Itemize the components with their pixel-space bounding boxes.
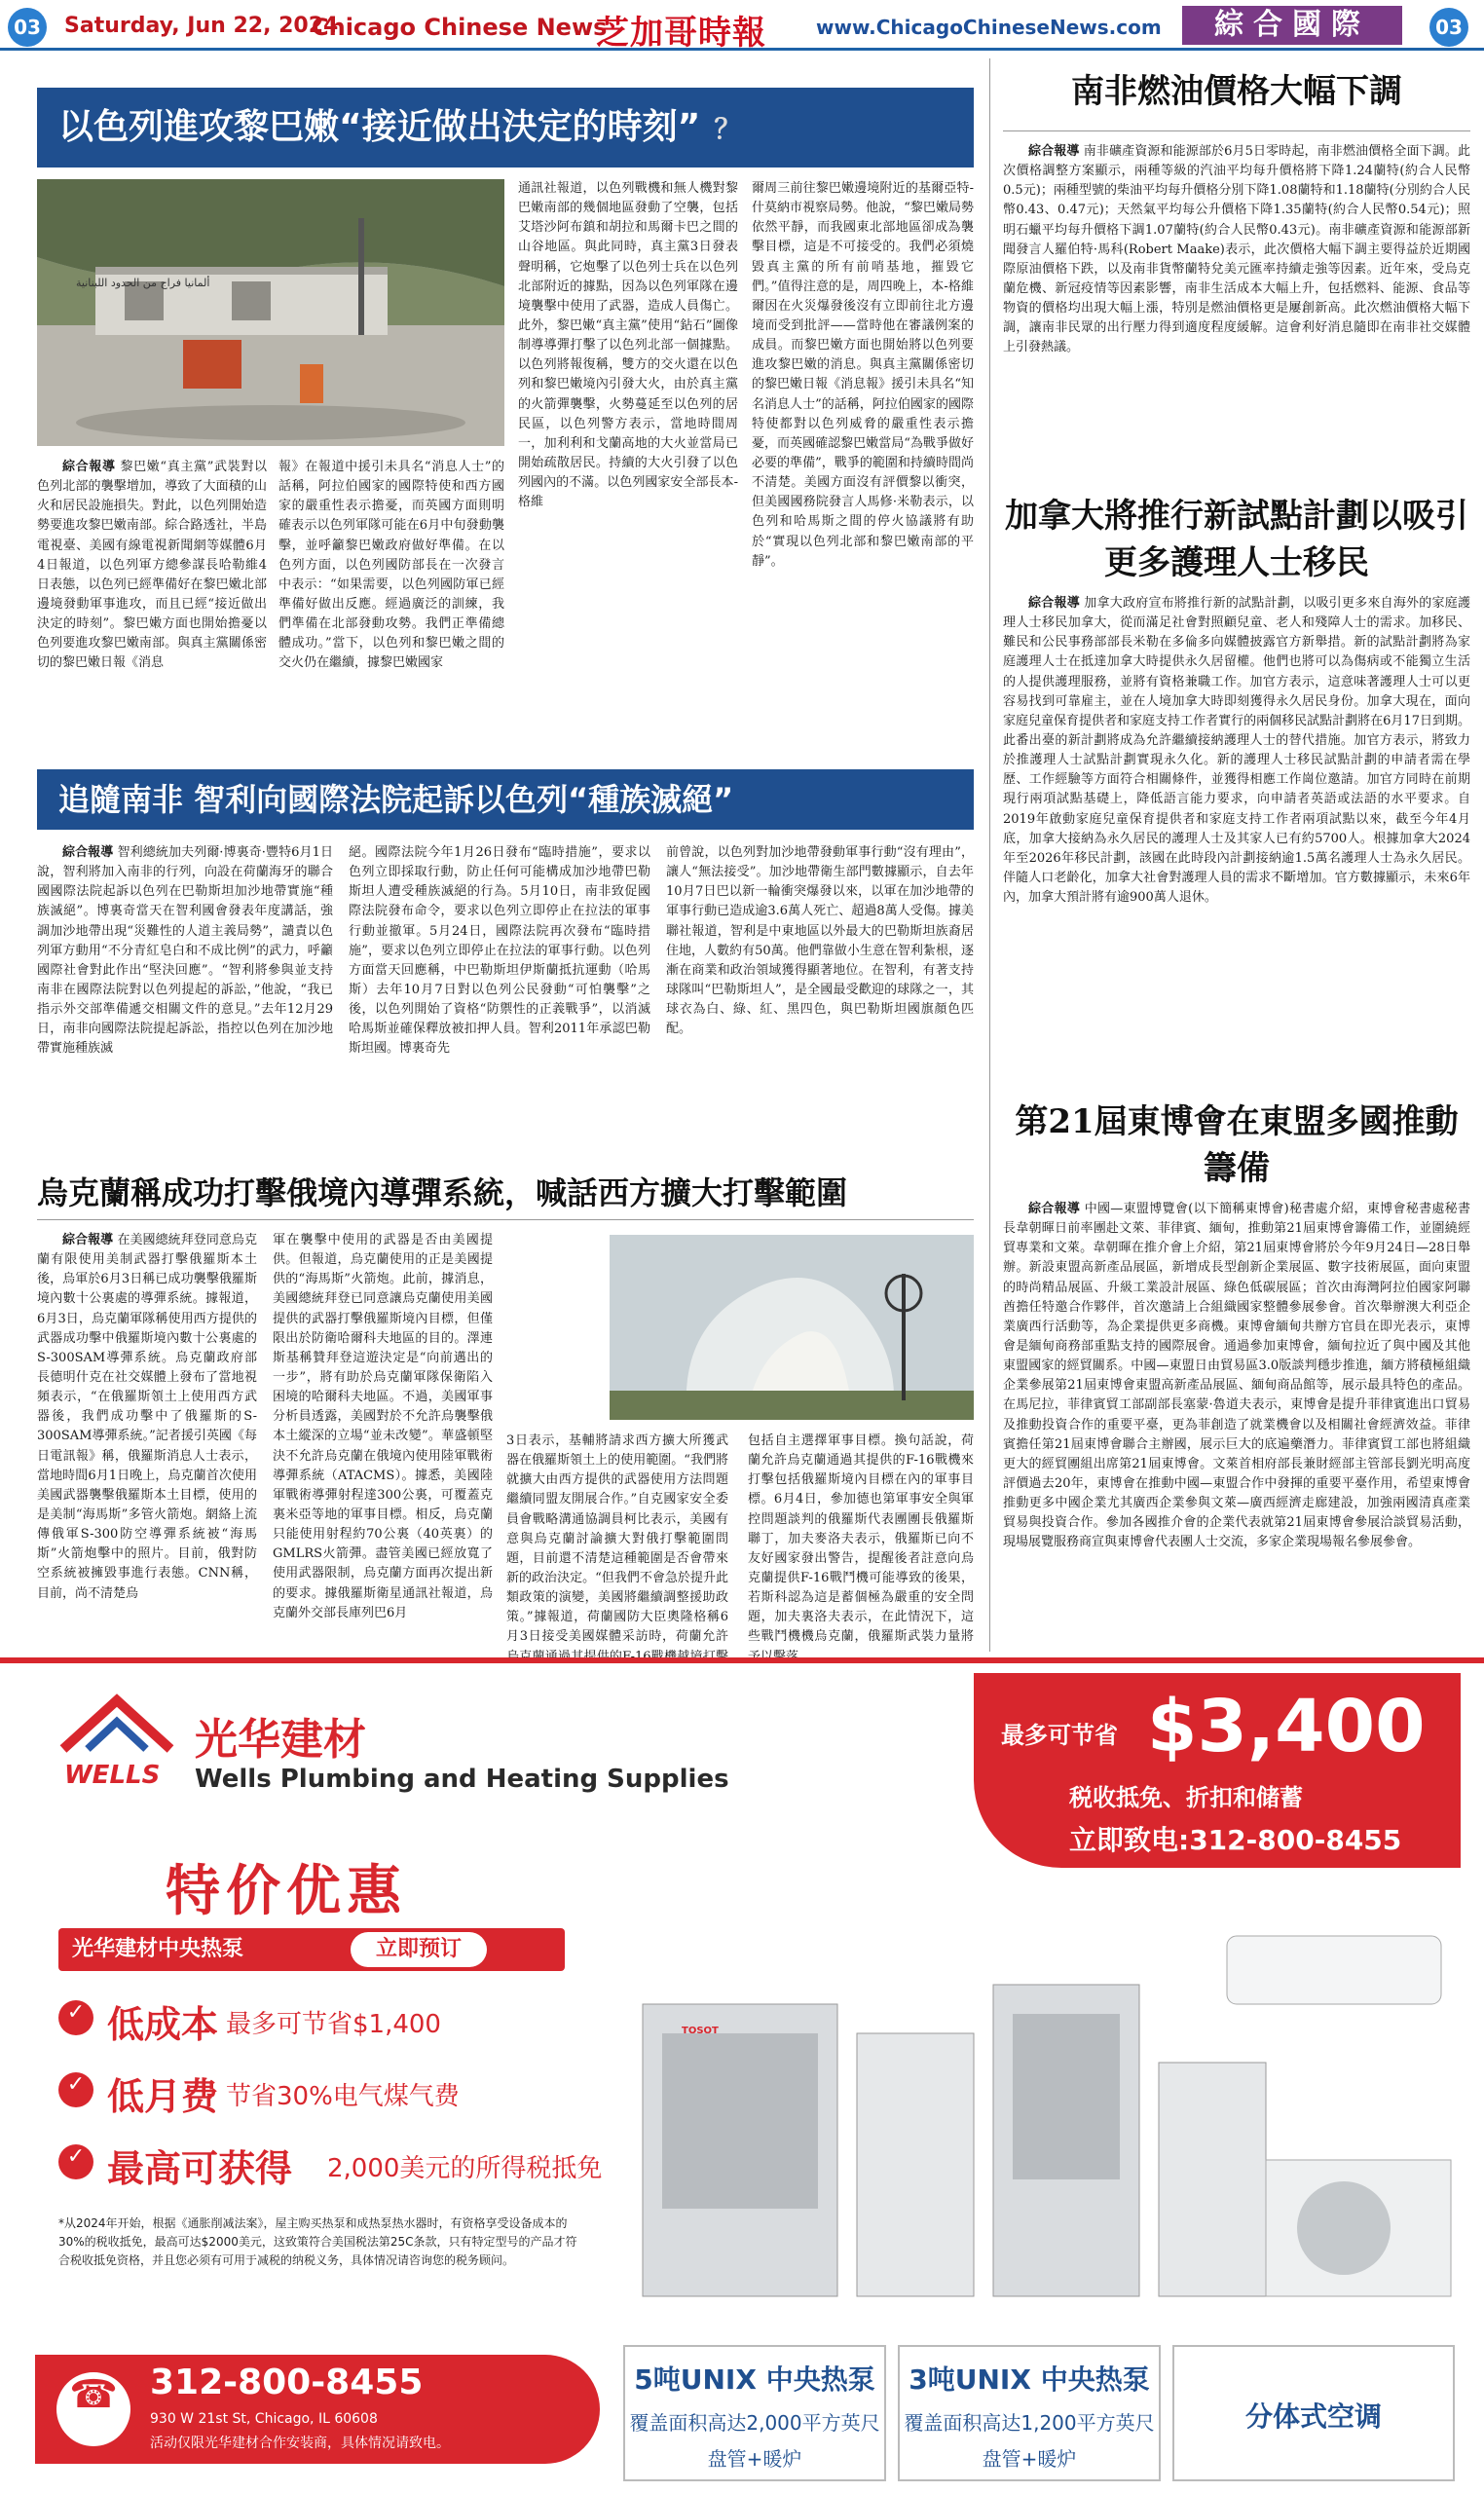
- check-icon: ✓: [58, 2144, 93, 2179]
- store-address: 930 W 21st St, Chicago, IL 60608: [150, 2411, 378, 2427]
- article1-col2: 報》在報道中援引未具名“消息人士”的話稱，阿拉伯國家的國際特使和西方國家的嚴重性表示擔憂，而英國方面則明確表示以色列軍隊可能在6月中旬發動襲擊，並呼籲黎巴嫩政府做好準備。在以色列方面，以色列國防部長在一次發言中表示：“如果需要，以色列國防軍已經準備好做出反應。經過廣泛的訓練，我們準備在北部發動攻勢。我們正準備總體成功。”當下，以色列和黎巴嫩之間的交火仍在繼續，據黎巴嫩國家: [278, 460, 504, 671]
- photo-sign-text: ألمانيا فراج من الحدود اللبنانية: [76, 277, 210, 289]
- article4-body: [1003, 142, 1470, 473]
- article4-body-text: 南非礦產資源和能源部於6月5日零時起，南非燃油價格全面下調。此次價格調整方案顯示，兩種等級的汽油平均每升價格將下降1.24蘭特(約合人民幣0.5元)；兩種型號的柴油平均每升價格分別下降1.08蘭特和1.18蘭特(分別約合人民幣0.43、0.47元)；天然氣平均每公升價格下降1.35蘭特(約合人民幣0.54元)；照明石蠟平均每升價格下調1.07蘭特(約合人民幣0.43元)。南非礦產資源和能源部新聞發言人羅伯特·馬科(Robert Maake)表示，此次價格大幅下調主要得益於近期國際原油價格下跌，以及南非貨幣蘭特兌美元匯率持續走強等因素。近年來，受烏克蘭危機、新冠疫情等因素影響，南非生活成本大幅上升，包括燃料、能源、食品等物資的價格均出現大幅上漲，特別是燃油價格更是屢創新高。此次燃油價格大幅下調，讓南非民眾的出行壓力得到適度程度緩解。這會利好消息隨即在南非社交媒體上引發熱議。: [1003, 144, 1470, 355]
- page-header: [0, 0, 1484, 51]
- product-sub: 盘管+暖炉: [707, 2447, 802, 2471]
- article5-headline: 加拿大將推行新試點計劃以吸引更多護理人士移民: [1005, 497, 1468, 582]
- article4-headline: 南非燃油價格大幅下調: [1071, 72, 1402, 111]
- article3-col1: [37, 1231, 257, 1650]
- article3-col4: 包括自主選擇軍事目標。換句話說，荷蘭允許烏克蘭通過其提供的F-16戰機來打擊包括俄羅斯境內目標在內的軍事目標。6月4日，參加德也第軍事安全與軍控問題談判的俄羅斯代表團團長俄羅斯聯丁，加夫麥洛夫表示，俄羅斯已向不友好國家發出警告，提醒後者註意向烏克蘭提供F-16戰鬥機可能導致的後果，若斯科認為這是蓄個極為嚴重的安全問題，加夫裏洛夫表示，在此情況下，這些戰鬥機機烏克蘭，俄羅斯武裝力量將: [748, 1433, 974, 1645]
- article4-rule: [1003, 130, 1470, 131]
- promo-bar: [58, 1928, 565, 1971]
- article1-headline: 以色列進攻黎巴嫩“接近做出決定的時刻”: [58, 107, 701, 147]
- benefit-detail: 最多可节省$1,400: [226, 2010, 441, 2039]
- product-title: 3吨UNIX 中央热泵: [909, 2363, 1150, 2396]
- article1-col4: 爾周三前往黎巴嫩邊境附近的基爾亞特-什莫納市視察局勢。他說，“黎巴嫩局勢依然平靜，而我國東北部地區卻成為襲擊目標，這是不可接受的。我們必須燒毀真主黨的所有前哨基地，摧毀它們。”值得注意的是，周四晚上，本-格維爾因在火災爆發後沒有立即前往北方邊境而受到批評——當時他在審議例案的成員。而黎巴嫩方面也開始將以色列要進攻黎巴嫩的消息。與真主黨關係密切的黎巴嫩日報《消息報》援引未具名“知名消息人士”的話稱，阿拉伯國家的國際特使都對以色列威脅的嚴重性表示擔憂，而英國確認黎巴嫩當局“為戰爭做好必要的準備”，戰爭的範圍和持續時間尚不清楚。美國方面沒有評價黎以衝突，但美國國務院發言人馬修·米勒表示，以色列和哈馬斯之間的停火協議將有助於“實現以色列北部和黎巴嫩南部的平靜”。: [752, 181, 974, 569]
- page-number-left: 03: [8, 8, 47, 47]
- promo-title: 特价优惠: [166, 1860, 407, 1923]
- product-card[interactable]: [623, 2345, 886, 2481]
- product-title: 5吨UNIX 中央热泵: [634, 2363, 875, 2396]
- article1-sign: 綜合報導: [62, 460, 116, 474]
- phone-banner[interactable]: [35, 2355, 600, 2464]
- page-number-right: 03: [1429, 8, 1468, 47]
- missile-strike-image: [610, 1235, 974, 1420]
- paper-url[interactable]: www.ChicagoChineseNews.com: [816, 16, 1162, 39]
- benefit-title: 低月费: [107, 2075, 219, 2118]
- savings-panel: [974, 1673, 1461, 1868]
- brand-logo-text: WELLS: [64, 1761, 161, 1790]
- product-desc: 覆盖面积高达2,000平方英尺: [629, 2411, 880, 2435]
- check-icon: ✓: [58, 2072, 93, 2107]
- article3-sign: 綜合報導: [62, 1233, 114, 1247]
- article1-headline-bar: [37, 88, 974, 167]
- article6-body: [1003, 1200, 1470, 1652]
- article6-headline: 第21屆東博會在東盟多國推動籌備: [1015, 1102, 1459, 1188]
- benefit-item: [58, 2063, 623, 2135]
- save-sub: 税收抵免、折扣和储蓄: [1069, 1784, 1303, 1811]
- section-title: 綜合國際: [1182, 6, 1402, 45]
- article4-sign: 綜合報導: [1028, 144, 1080, 159]
- brand-name-zh: 光华建材: [195, 1715, 366, 1765]
- promo-bar-text: 光华建材中央热泵: [72, 1937, 244, 1961]
- benefit-detail: 节省30%电气煤气费: [226, 2082, 460, 2111]
- benefits-list: [58, 1991, 623, 2207]
- issue-date: Saturday, Jun 22, 2024: [64, 14, 339, 38]
- benefit-item: [58, 2135, 623, 2207]
- benefit-detail: 2,000美元的所得税抵免: [327, 2154, 603, 2183]
- paper-name-en: Chicago Chinese News: [312, 14, 608, 41]
- heat-pump-units-image: [623, 1926, 1461, 2335]
- product-title: 分体式空调: [1244, 2400, 1382, 2433]
- unit-brand-label: TOSOT: [682, 2026, 719, 2036]
- benefit-title: 最高可获得: [107, 2147, 293, 2190]
- article3-col1-text: 在美國總統拜登同意烏克蘭有限使用美制武器打擊俄羅斯本土後，烏軍於6月3日稱已成功襲擊俄羅斯境內數十公裏處的導彈系統。據報道，6月3日，烏克蘭軍隊稱使用西方提供的武器成功擊中俄羅斯境內數十公裏處的S-300SAM導彈系統。烏克蘭政府部長德明什克在社交媒體上發布了當地視頻表示，“在俄羅斯領土上使用西方武器後，我們成功擊中了俄羅斯的S-300SAM導彈系統。”記者援引英國《每日電訊報》稱，俄羅斯消息人士表示，當地時間6月1日晚上，烏克蘭首次使用美國武器襲擊俄羅斯本土目標，使用的是美制“海馬斯”多管火箭炮。網絡上流傳俄軍S-300防空導彈系統被“海馬斯”火箭炮擊中的照片。目前，俄對防空系統被擁毀事進行表態。CNN稱，目前，尚不清楚烏: [37, 1233, 257, 1601]
- article6-body-text: 中國—東盟博覽會(以下簡稱東博會)秘書處介紹，東博會秘書處秘書長韋朝暉日前率團赴文萊、菲律賓、緬甸，推動第21屆東博會籌備工作，並圍繞經貿專業和文萊。韋朝暉在推介會上介紹，第21屆東博會將於今年9月24日—28日舉辦。新設東盟高新產品展區，新增成長型創新企業展區、數字技術展區，面向東盟的時尚精品展區、升級工業設計展區、綠色低碳展區；首次由海灣阿拉伯國家阿聯酋擔任特邀合作夥伴，首次邀請上合組織國家整體參展參會。首次舉辦澳大利亞企業廣西行活動等，為企業提供更多商機。東博會緬甸共辦方官員在即光表示，東博會是緬甸商務部重點支持的國際展會。通過參加東博會，緬甸拉近了與中國及其他東盟國家的經貿關系。中國—東盟日由貿易區3.0版談判穩步推進，緬方將積極組織企業參展第21屆東博會東盟高新產品展區、緬甸商品館等，展示最具特色的產品。在馬尼拉，菲律賓貿工部副部長塞蒙·魯道夫表示，東博會是提升菲律賓進出口貿易及推動投資合作的重要平臺，更為菲創造了就業機會以及相關社會經濟效益。菲律賓擔任第21屆東博會聯合主辦國，展示巨大的底遍藥潛力。菲律賓貿工部也將組織更大的經貿團組出席第21屆東博會。文萊首相府部長兼財經部主管部長劉光明高度評價過去20年，東博會在推動中國—東盟合作中發揮的重要平臺作用，希望東博會推動更多中國企業尤其廣西企業參與文萊—廣西經濟走廊建設，加強兩國清真產業貿易與投資合作。參加各國推介會的企業代表就第21屆東博會參展洽談貿易活動，現場展覽服務商宣與東博會代表團人士交流，多家企業現場報名參展參會。: [1003, 1202, 1470, 1550]
- article1-col3: 通訊社報道，以色列戰機和無人機對黎巴嫩南部的幾個地區發動了空襲，包括艾塔沙阿布鎮和胡拉和馬爾卡巴之間的山谷地區。與此同時，真主黨3日發表聲明稱，它炮擊了以色列士兵在以色列北部附近的據點，因為以色列軍隊在邊境襲擊中使用了武器，造成人員傷亡。此外，黎巴嫩“真主黨”使用“鉆石”圖像制導導彈打擊了以色列北部一個據點。以色列將報復稱，雙方的交火還在以色列和黎巴嫩境內引發大火，由於真主黨的火箭彈襲擊，火勢蔓延至以色列的居民區，以色列警方表示，當地時間周一，加利利和戈蘭高地的大火並當局已開始疏散居民。持續的大火引發了以色列國內的不滿。以色列國家安全部長本-格維: [518, 181, 738, 510]
- paper-name-zh: 芝加哥時報: [596, 14, 766, 53]
- wells-advertisement[interactable]: [0, 1657, 1484, 2493]
- brand-name-en: Wells Plumbing and Heating Supplies: [195, 1765, 729, 1794]
- call-now[interactable]: 立即致电:312-800-8455: [1069, 1824, 1402, 1856]
- article2-headline-bar: [37, 769, 974, 830]
- article6-sign: 綜合報導: [1028, 1202, 1081, 1216]
- phone-number[interactable]: 312-800-8455: [150, 2363, 424, 2402]
- product-desc: 覆盖面积高达1,200平方英尺: [904, 2411, 1155, 2435]
- book-now-button[interactable]: 立即预订: [351, 1932, 487, 1967]
- article5-body-text: 加拿大政府宣布將推行新的試點計劃，以吸引更多來自海外的家庭護理人士移民加拿大，從而滿足社會對照顧兒童、老人和殘障人士的需求。加移民、難民和公民事務部部長米勒在多倫多向媒體披露官方新舉措。新的試點計劃將為家庭護理人士在抵達加拿大時提供永久居留權。他們也將可以為傷病或不能獨立生活的人提供護理服務，並將有資格兼職工作。加官方表示，這意味著護理人士可以更容易找到可靠雇主，並在人境加拿大時即刻獲得永久居民身份。加拿大現在，面向家庭兒童保育提供者和家庭支持工作者實行的兩個移民試點計劃將在6月17日到期。此番出臺的新計劃將成為允許繼續接納護理人士的替代措施。加官方表示，將致力於推護理人士試點計劃實現永久化。新的護理人士移民試點計劃的申請者需在學歷、工作經驗等方面符合相關條件，並獲得相應工作崗位邀請。加官方同時在前期現行兩項試點基礎上，降低語言能力要求，向申請者英語或法語的水平要求。自2019年啟動家庭兒童保育提供者和家庭支持工作者兩項試點以來，截至今年4月底，加拿大接納為永久居民的護理人士及其家人已有約5700人。根據加拿大2024年至2026年移民計劃，該國在此時段內計劃接納逾1.5萬名護理人士為永久居民。伴隨人口老齡化，加拿大社會對護理人員的需求不斷增加。官方數據顯示，未來6年內，加拿大預計將有逾900萬人退休。: [1003, 596, 1470, 906]
- article3-headline: 烏克蘭稱成功打擊俄境內導彈系統，喊話西方擴大打擊範圍: [37, 1174, 848, 1211]
- article1-col1-text: 黎巴嫩“真主黨”武裝對以色列北部的襲擊增加，導致了大面積的山火和居民設施損失。對此，以色列開始造勢要進攻黎巴嫩南部。綜合路透社，半島電視臺、美國有線電視新聞網等媒體6月4日報道，以色列軍方總參謀長哈勒維4日表態，以色列已經準備好在黎巴嫩北部邊境發動軍事進攻，而且已經“接近做出決定的時刻”。黎巴嫩方面也開始擔憂以色列要進攻黎巴嫩南部。與真主黨關係密切的黎巴嫩日報《消息: [37, 460, 267, 671]
- article2-col1: [37, 843, 333, 1128]
- article1-headline-mark: ？: [714, 113, 742, 145]
- article3-col3: 3日表示，基輔將請求西方擴大所獲武器在俄羅斯領土上的使用範圍。“我們將就擴大由西方提供的武器使用方法問題繼續同盟友開展合作。”自克國家安全委員會戰略溝通協調員柯比表示，美國有意與烏克蘭討論擴大對俄打擊範圍問題，目前還不清楚這種範圍是否會帶來新的政治決定。“但我們不會急於提升此類政策的演變，美國將繼續調整援助政策。”據報道，荷蘭國防大臣奧隆格稱6月3日接受美國媒體采訪時，荷蘭允許: [506, 1433, 728, 1645]
- article1-photo: [37, 179, 504, 446]
- tax-note: *从2024年开始，根据《通胀削减法案》，屋主购买热泵和成热泵热水器时，有资格享受设备成本的30%的税收抵免，最高可达$2000美元，这致策符合美国税法第25C条款，只有特定型号的产品才符合税收抵免资格，并且您必须有可用于减税的纳税义务，具体情况请咨询您的税务顾问。: [58, 2216, 577, 2268]
- border-outpost-image: [37, 179, 504, 446]
- phone-icon: ☎: [56, 2372, 130, 2446]
- product-card[interactable]: [1172, 2345, 1455, 2481]
- article3-col2: 軍在襲擊中使用的武器是否由美國提供。但報道，烏克蘭使用的正是美國提供的“海馬斯”火箭炮。此前，據消息，美國總統拜登已同意讓烏克蘭使用美國提供的武器打擊俄羅斯境內目標，但僅限出於防衛哈爾科夫地區的目的。澤連斯基稱贊拜登這遊決定是“向前邁出的一步”，將有助於烏克蘭軍隊保衛陷入困境的哈爾科夫地區。不過，美國軍事分析員透露，美國對於不允許烏襲擊俄本土縱深的立場“並未改變”。華盛頓堅決不允許烏克蘭在俄境內使用陸軍戰術導彈系統（ATACMS）。據悉，美國陸軍戰術導彈射程達300公裏，可覆蓋克裏米亞等地的軍事目標。相反，烏克蘭只能使用射程約70公裏（40英裏）的GMLRS火箭彈。盡管美國已經放寬了使用武器限制，烏克蘭方面再次提出新的要求。據俄羅斯衛星通訊社報道，烏克蘭外交部長庫列巴6月: [273, 1233, 493, 1620]
- article5-sign: 綜合報導: [1028, 596, 1080, 611]
- save-label: 最多可节省: [1001, 1722, 1118, 1749]
- product-card[interactable]: [898, 2345, 1161, 2481]
- article2-col3: 前曾說，以色列對加沙地帶發動軍事行動“沒有理由”，讓人“無法接受”。加沙地帶衛生部門數據顯示，自去年10月7日巴以新一輪衝突爆發以來，以軍在加沙地帶的軍事行動已造成逾3.6萬人死亡、超過8萬人受傷。據美聯社報道，智利是中東地區以外最大的巴勒斯坦族裔居住地，人數約有50萬。他們靠做小生意在智利紮根，逐漸在商業和政治領域獲得顯著地位。在智利，有著支持球隊叫“巴勒斯坦人”，是全國最受歡迎的球隊之一，其球衣為白、綠、紅、黑四色，與巴勒斯坦國旗顏色匹配。: [666, 845, 974, 1037]
- product-images: [623, 1926, 1461, 2335]
- benefit-item: [58, 1991, 623, 2063]
- article5-body: [1003, 594, 1470, 1079]
- wells-logo-icon: [58, 1691, 175, 1798]
- column-divider: [989, 58, 990, 1652]
- benefit-title: 低成本: [107, 2003, 219, 2046]
- article2-headline: 追隨南非 智利向國際法院起訴以色列“種族滅絕”: [58, 781, 734, 818]
- article3-photo: [610, 1235, 974, 1420]
- article3-rule: [37, 1219, 974, 1220]
- article2-col2: 絕。國際法院今年1月26日發布“臨時措施”，要求以色列立即採取行動，防止任何可能構成加沙地帶巴勒斯坦人遭受種族滅絕的行為。5月10日，南非致促國際法院發布命令，要求以色列立即停止在拉法的軍事行動並撤軍。5月24日，國際法院再次發布“臨時措施”，要求以色列立即停止在拉法的軍事行動。以色列方面當天回應稱，中巴勒斯坦伊斯蘭抵抗運動（哈馬斯）去年10月7日對以色列公民發動“可怕襲擊”之後，以色列開始了資格“防禦性的正義戰爭”，以消滅哈馬斯並確保釋放被扣押人員。智利2011年承認巴勒斯坦國。博裏奇先: [349, 845, 650, 1057]
- product-sub: 盘管+暖炉: [982, 2447, 1077, 2471]
- article2-sign: 綜合報導: [62, 845, 114, 860]
- article2-col1-text: 智利總統加夫列爾·博裏奇·豐特6月1日說，智利將加入南非的行列，向設在荷蘭海牙的聯合國國際法院起訴以色列在巴勒斯坦加沙地帶實施“種族滅絕”。博裏奇當天在智利國會發表年度講話，強調加沙地帶出現“災難性的人道主義局勢”，譴責以色列軍方動用“不分青紅皂白和不成比例”的武力，呼籲國際社會對此作出“堅決回應”。“智利將參與並支持南非在國際法院對以色列提起的訴訟，”他說，“我已指示外交部準備遞交相關文件的意見。”去年12月29日，南非向國際法院提起訴訟，指控以色列在加沙地帶實施種族滅: [37, 845, 333, 1057]
- check-icon: ✓: [58, 2000, 93, 2035]
- save-amount: $3,400: [1147, 1685, 1426, 1768]
- address-note: 活动仅限光华建材合作安装商，具体情况请致电。: [150, 2436, 450, 2451]
